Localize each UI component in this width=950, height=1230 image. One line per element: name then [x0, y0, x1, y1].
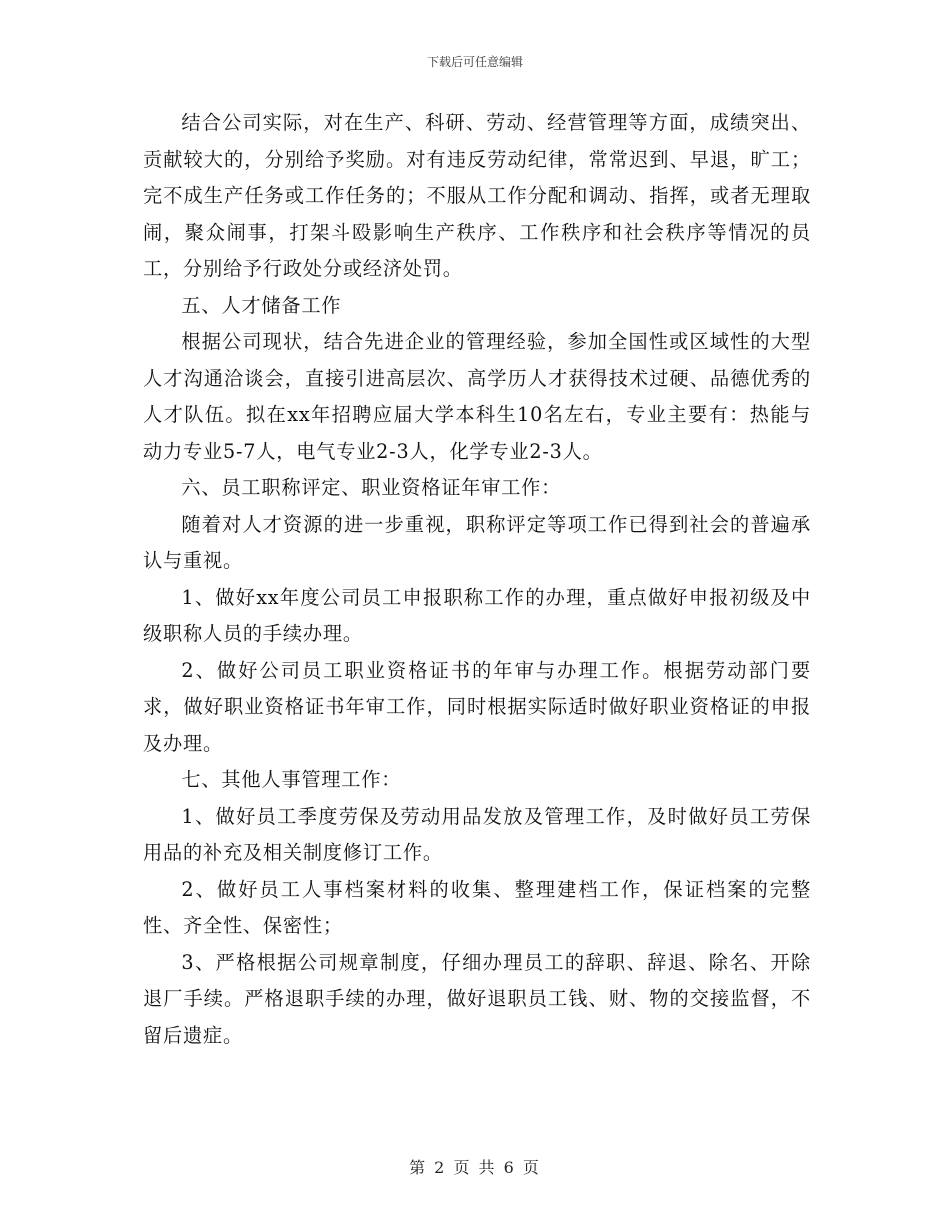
list-item-personnel-files: 2、做好员工人事档案材料的收集、整理建档工作，保证档案的完整性、齐全性、保密性；: [143, 877, 811, 937]
paragraph-title-evaluation-intro: 随着对人才资源的进一步重视，职称评定等项工作已得到社会的普遍承认与重视。: [143, 512, 811, 572]
list-item-certificate-review: 2、做好公司员工职业资格证书的年审与办理工作。根据劳动部门要求，做好职业资格证书年审工作，同时根据实际适时做好职业资格证的申报及办理。: [143, 658, 811, 755]
document-body: [143, 105, 811, 1054]
list-item-resignation-procedures: 3、严格根据公司规章制度，仔细办理员工的辞职、辞退、除名、开除退厂手续。严格退职手续的办理，做好退职员工钱、财、物的交接监督，不留后遗症。: [143, 950, 811, 1047]
page-number-footer: 第 2 页 共 6 页: [409, 1158, 541, 1177]
paragraph-talent-reserve: 根据公司现状，结合先进企业的管理经验，参加全国性或区域性的大型人才沟通洽谈会，直接引进高层次、高学历人才获得技术过硬、品德优秀的人才队伍。拟在xx年招聘应届大学本科生10名左右，专业主要有：热能与动力专业5-7人，电气专业2-3人，化学专业2-3人。: [143, 330, 811, 463]
paragraph-rewards-penalties: 结合公司实际，对在生产、科研、劳动、经营管理等方面，成绩突出、贡献较大的，分别给予奖励。对有违反劳动纪律，常常迟到、早退，旷工；完不成生产任务或工作任务的；不服从工作分配和调动、指挥，或者无理取闹，聚众闹事，打架斗殴影响生产秩序、工作秩序和社会秩序等情况的员工，分别给予行政处分或经济处罚。: [143, 111, 811, 280]
list-item-title-application: 1、做好xx年度公司员工申报职称工作的办理，重点做好申报初级及中级职称人员的手续办理。: [143, 585, 811, 645]
section-heading-other-hr: 七、其他人事管理工作：: [181, 768, 402, 791]
list-item-labor-protection: 1、做好员工季度劳保及劳动用品发放及管理工作，及时做好员工劳保用品的补充及相关制度修订工作。: [143, 804, 811, 864]
section-heading-title-evaluation: 六、员工职称评定、职业资格证年审工作：: [181, 476, 562, 499]
page-header: 下载后可任意编辑: [426, 55, 523, 69]
section-heading-talent-reserve: 五、人才储备工作: [181, 293, 342, 317]
